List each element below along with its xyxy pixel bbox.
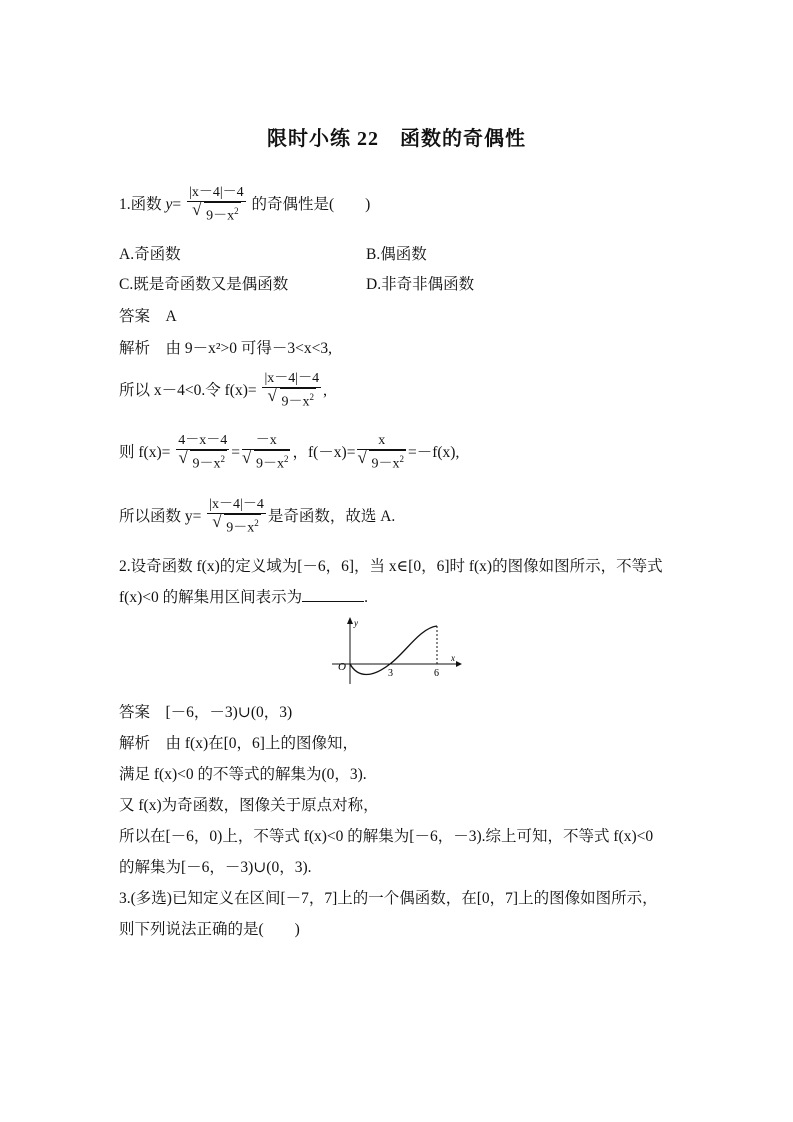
q1-answer	[119, 304, 177, 326]
q2-answer-value: [－6，－3)∪(0，3)	[165, 704, 293, 721]
q2-curve	[350, 626, 437, 675]
q1-line3-suffix: =－f(x),	[407, 443, 460, 461]
q1-line4-suffix: 是奇函数，故选 A.	[267, 507, 396, 525]
q1-line4-fraction: |x－4|－4 √ $9-x^2$	[209, 497, 264, 536]
q2-stem-2: f(x)<0 的解集用区间表示为 .	[119, 589, 368, 606]
q2-x-axis-arrow	[456, 661, 462, 667]
q1-option-c: C.既是奇函数又是偶函数	[119, 276, 289, 293]
q1-line3-fraction-1: 4－x－4 √ $9-x^2$	[178, 433, 228, 472]
q1-option-b: B.偶函数	[366, 246, 427, 263]
q1-sqrt-arg: 9－x	[206, 208, 235, 224]
q1-line2-num: |x－4|－4	[264, 371, 320, 386]
q1-line2-prefix: 所以 x－4<0.令 f(x)=	[119, 381, 257, 399]
q2-y-axis-arrow	[347, 617, 353, 624]
q2-answer-label: 答案	[119, 704, 151, 721]
q2-x-label: x	[451, 653, 455, 663]
q2-y-label: y	[354, 618, 358, 628]
q2-analysis-5: 的解集为[－6，－3)∪(0，3).	[119, 859, 312, 876]
q2-analysis-4: 所以在[－6，0)上，不等式 f(x)<0 的解集为[－6，－3).综上可知，不等式 f(x)<0	[119, 828, 654, 845]
q1-y-var: y	[165, 195, 173, 213]
q1-line2-sqrt-arg: 9－x	[281, 394, 310, 410]
q1-line2-fraction: |x－4|－4 √ $9-x^2$	[264, 371, 320, 410]
q1-analysis-2: 所以 x－4<0.令 f(x)= |x－4|－4 √ $9-x^2$ ,	[119, 370, 327, 413]
q1-analysis-text-1: 由 9－x²>0 可得－3<x<3,	[165, 340, 333, 357]
q2-tick-6: 6	[434, 668, 439, 679]
q1-line3-sqrt-arg-1: 9－x	[192, 456, 221, 472]
q2-origin-label: O	[338, 661, 346, 673]
q1-line3-mid: ，f(－x)=	[292, 443, 356, 461]
q2-function-graph	[332, 616, 462, 686]
q1-line4-num: |x－4|－4	[209, 497, 264, 512]
q1-line3-num3: x	[357, 432, 406, 450]
q1-line4-sqrt-arg: 9－x	[226, 520, 255, 536]
q2-stem-1: 2.设奇函数 f(x)的定义域为[－6，6]，当 x∈[0，6]时 f(x)的图像如图所示，不等式	[119, 558, 663, 575]
q1-stem-prefix: 1.函数	[119, 195, 162, 213]
q2-answer	[119, 700, 292, 722]
q1-line3-sqrt-arg-2: 9－x	[255, 456, 284, 472]
q1-fraction-den: √ $9-x^2$	[192, 200, 239, 224]
q2-answer-blank	[302, 587, 364, 602]
q1-line3-fraction-2: －x √ $9-x^2$	[241, 433, 289, 472]
q3-stem-2: 则下列说法正确的是( )	[119, 921, 300, 938]
q1-analysis-1	[119, 336, 332, 358]
q1-stem-suffix: 的奇偶性是( )	[251, 195, 371, 213]
q2-analysis-label: 解析	[119, 735, 151, 752]
q2-analysis-3: 又 f(x)为奇函数，图像关于原点对称，	[119, 797, 379, 814]
q2-analysis-text-1: 由 f(x)在[0，6]上的图像知，	[165, 735, 358, 752]
q3-stem-1: 3.(多选)已知定义在区间[－7，7]上的一个偶函数，在[0，7]上的图像如图所示，	[119, 890, 658, 907]
q1-line3-num2: －x	[242, 432, 291, 450]
q2-analysis-2: 满足 f(x)<0 的不等式的解集为(0，3).	[119, 766, 367, 783]
q2-stem-2-text: f(x)<0 的解集用区间表示为	[119, 589, 303, 606]
q1-line3-num1: 4－x－4	[178, 433, 228, 448]
q1-line3-prefix: 则 f(x)=	[119, 443, 171, 461]
q2-analysis-1	[119, 731, 358, 753]
q1-analysis-3: 则 f(x)= 4－x－4 √ $9-x^2$ = －x √ $9-x^2$ ，f(－x)= x √ $9-x^2$ =－f(x),	[119, 432, 459, 475]
q2-tick-3: 3	[388, 668, 393, 679]
q1-analysis-label: 解析	[119, 340, 151, 357]
q1-fraction	[187, 184, 246, 227]
q1-line3-sqrt-arg-3: 9－x	[371, 456, 400, 472]
q1-option-d: D.非奇非偶函数	[366, 276, 475, 293]
q1-analysis-4	[119, 496, 395, 539]
q1-fraction-num: |x－4|－4	[189, 185, 244, 200]
q1-answer-label: 答案	[119, 308, 151, 325]
q1-line3-fraction-3: x √ $9-x^2$	[357, 433, 404, 472]
page-title: 限时小练 22 函数的奇偶性	[267, 128, 526, 150]
q1-answer-value: A	[165, 308, 177, 325]
q1-option-a: A.奇函数	[119, 246, 181, 263]
q1-line4-prefix: 所以函数 y=	[119, 507, 202, 525]
q1-stem: 1.函数 y= |x－4|－4 √ $9-x^2$ 的奇偶性是( )	[119, 184, 370, 227]
